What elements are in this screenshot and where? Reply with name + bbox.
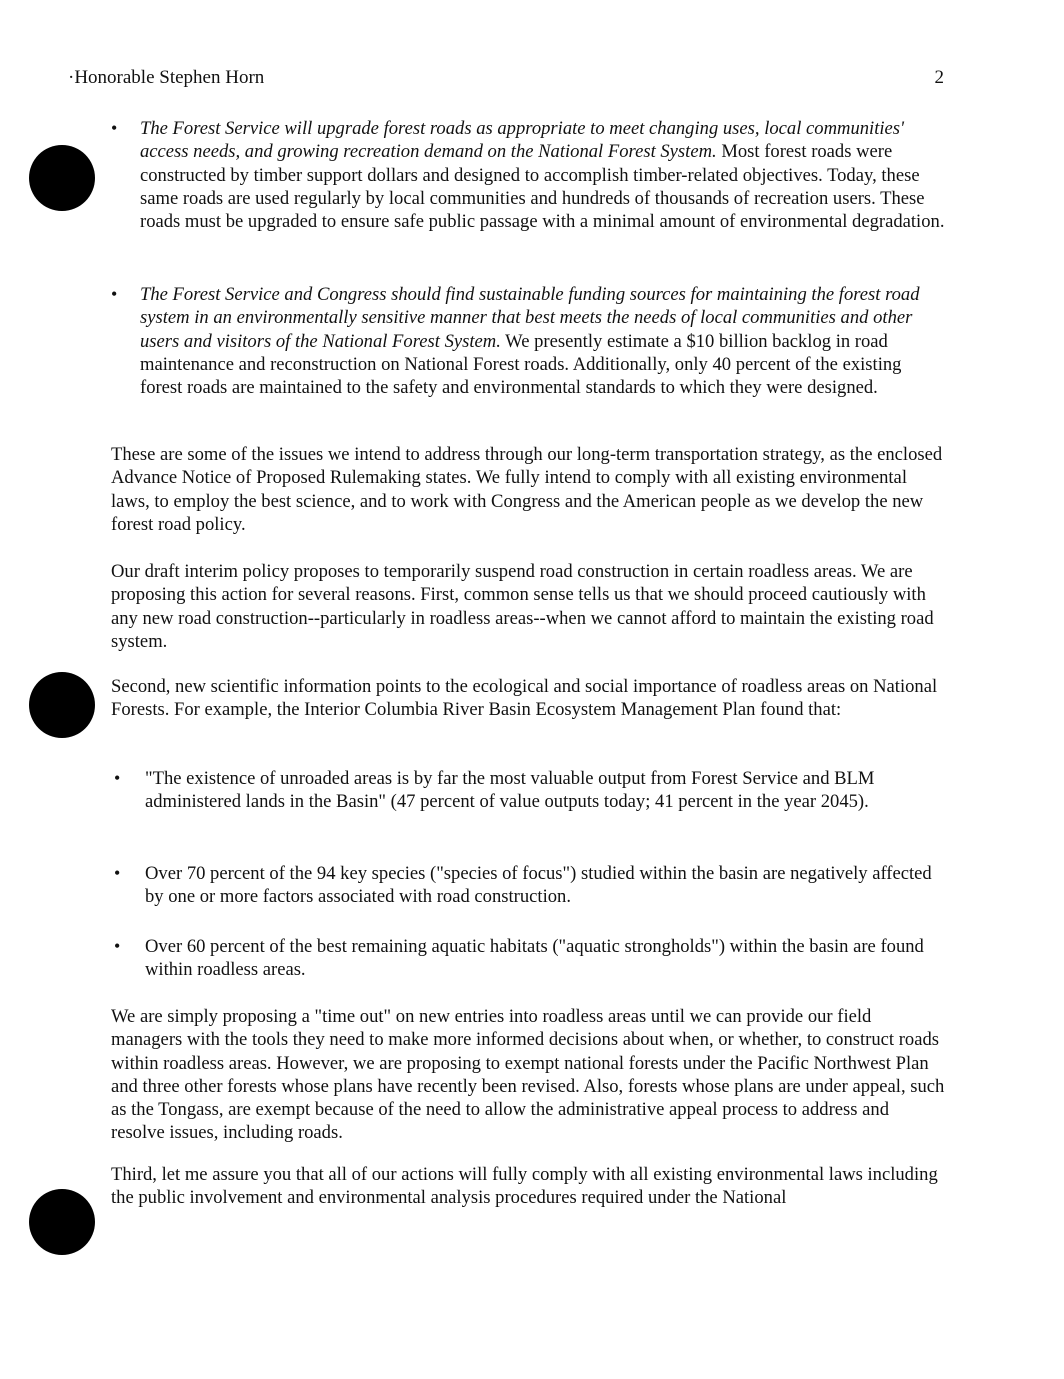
- punch-hole-top: [29, 145, 95, 211]
- page-number: 2: [934, 67, 944, 88]
- paragraph: Third, let me assure you that all of our actions will fully comply with all existing environmental laws including the public involvement and environmental analysis procedures required under the National: [111, 1164, 938, 1209]
- paragraph: We are simply proposing a "time out" on new entries into roadless areas until we can provide our field managers with the tools they need to make more informed decisions about when, or whether, to construct roads within roadless areas. However, we are proposing to exempt national forests under the Pacific Northwest Plan and three other forests whose plans have recently been revised. Also, forests whose plans are under appeal, such as the Tongass, are exempt because of the need to allow the administrative appeal process to address and resolve issues, including roads.: [111, 1006, 945, 1144]
- punch-hole-bottom: [29, 1189, 95, 1255]
- addressee-title: ·Honorable Stephen Horn: [68, 67, 265, 88]
- bullet-marker: •: [114, 936, 121, 956]
- bullet-item: Over 70 percent of the 94 key species ("species of focus") studied within the basin are negatively affected by one or more factors associated with road construction.: [145, 863, 932, 908]
- bullet-italic-lead: The Forest Service and Congress should find sustainable funding sources for maintaining the forest road system in an environmentally sensitive manner that best meets the needs of local communities and other users and visitors of the National Forest System.: [140, 284, 920, 352]
- paragraph: These are some of the issues we intend to address through our long-term transportation strategy, as the enclosed Advance Notice of Proposed Rulemaking states. We fully intend to comply with all existing environmental laws, to employ the best science, and to work with Congress and the American people as we develop the new forest road policy.: [111, 444, 943, 535]
- bullet-item: [140, 283, 946, 399]
- bullet-body: We presently estimate a $10 billion backlog in road maintenance and reconstruction on National Forest roads. Additionally, only 40 percent of the existing forest roads are maintained to the safety and environmental standards to which they were designed.: [140, 330, 902, 399]
- bullet-body: Most forest roads were constructed by timber support dollars and designed to accomplish timber-related objectives. Today, these same roads are used regularly by local communities and hundreds of thousands of recreation users. These roads must be upgraded to ensure safe public passage with a minimal amount of environmental degradation.: [140, 141, 945, 233]
- bullet-marker: •: [111, 118, 118, 138]
- paragraph: Second, new scientific information points to the ecological and social importance of roadless areas on National Forests. For example, the Interior Columbia River Basin Ecosystem Management Plan found that:: [111, 676, 938, 721]
- bullet-item: Over 60 percent of the best remaining aquatic habitats ("aquatic strongholds") within the basin are found within roadless areas.: [145, 936, 924, 981]
- bullet-item: [140, 117, 946, 233]
- punch-hole-middle: [29, 672, 95, 738]
- bullet-marker: •: [111, 284, 118, 304]
- bullet-item: "The existence of unroaded areas is by far the most valuable output from Forest Service and BLM administered lands in the Basin" (47 percent of value outputs today; 41 percent in the year 2045).: [145, 768, 875, 813]
- bullet-marker: •: [114, 863, 121, 883]
- bullet-italic-lead: The Forest Service will upgrade forest roads as appropriate to meet changing uses, local communities' access needs, and growing recreation demand on the National Forest System.: [140, 118, 904, 163]
- bullet-marker: •: [114, 768, 121, 788]
- paragraph: Our draft interim policy proposes to temporarily suspend road construction in certain roadless areas. We are proposing this action for several reasons. First, common sense tells us that we should proceed cautiously with any new road construction--particularly in roadless areas--when we cannot afford to maintain the existing road system.: [111, 561, 934, 652]
